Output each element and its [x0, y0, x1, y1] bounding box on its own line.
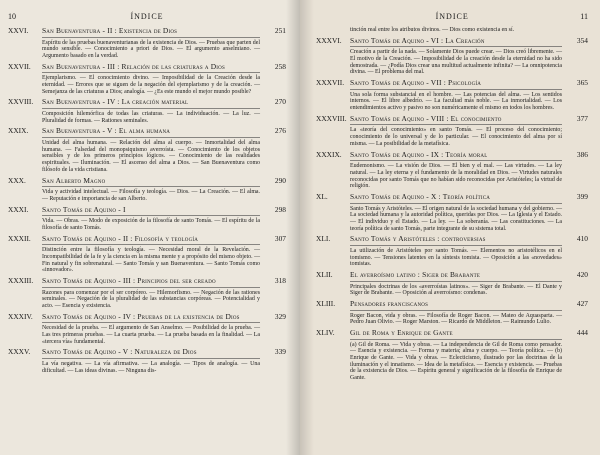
heading-rule — [350, 245, 562, 246]
right-running-head — [316, 12, 588, 21]
chapter-summary: Unidad del alma humana. — Relación del alma al cuerpo. — Inmortalidad del alma humana. — Falsedad del monopsiquismo averroísta. — Conocimiento de los objetos sensibles y de los primeros principios lógicos. — Conocimiento de las realidades espirituales. — Iluminación. — El ascenso del alma a Dios. — San Buenaventura como filósofo de la vida cristiana. — [42, 140, 260, 173]
toc-entry — [316, 235, 588, 268]
chapter-title: Santo Tomás de Aquino - VII : Psicología — [350, 78, 482, 88]
heading-rule — [350, 203, 562, 204]
chapter-number: XXX. — [8, 175, 26, 185]
chapter-title: San Alberto Magno — [42, 175, 106, 185]
toc-entry — [316, 151, 588, 190]
gutter-shadow-right — [300, 0, 314, 455]
toc-entry — [8, 63, 286, 96]
toc-entry — [8, 235, 286, 274]
chapter-summary: Vida y actividad intelectual. — Filosofía y teología. — Dios. — La Creación. — El alma. — Reputación e importancia de san Alberto. — [42, 189, 260, 202]
heading-rule — [42, 37, 260, 38]
gutter-shadow-left — [286, 0, 300, 455]
chapter-number: XXXIV. — [8, 311, 33, 321]
chapter-number: XLI. — [316, 234, 331, 244]
chapter-summary: Santo Tomás y Aristóteles. — El origen natural de la sociedad humana y del gobierno. — La sociedad humana y la autoridad política, queridas por Dios. — La Iglesia y el Estado. — El individuo y el Estado. — La ley. — La soberanía. — Las constituciones. — La teoría política de santo Tomás, parte integrante de su sistema total. — [350, 205, 562, 232]
chapter-number: XLII. — [316, 270, 333, 280]
chapter-heading — [8, 348, 286, 357]
chapter-heading — [8, 98, 286, 107]
heading-rule — [42, 244, 260, 245]
chapter-title: Santo Tomás de Aquino - III : Principios del ser creado — [42, 275, 216, 285]
chapter-number: XXVIII. — [8, 97, 34, 107]
heading-rule — [42, 186, 260, 187]
chapter-title: Santo Tomás de Aquino - IX : Teoría moral — [350, 149, 488, 159]
chapter-heading — [8, 177, 286, 186]
chapter-summary: La «teoría del conocimiento» en santo Tomás. — El proceso del conocimiento; conocimiento de lo universal y de lo particular. — El conocimiento del alma por sí misma. — La posibilidad de la metafísica. — [350, 127, 562, 147]
chapter-summary: Principales doctrinas de los «averroístas latinos». — Siger de Brabante. — El Dante y Siger de Brabante. — Oposición al averroísmo: condenas. — [350, 283, 562, 297]
chapter-summary: Eudemonismo. — La visión de Dios. — El bien y el mal. — Las virtudes. — La ley natural. — La ley eterna y el fundamento de la moralidad en Dios. — Virtudes naturales reconocidas por santo Tomás que no habían sido reconocidas por Aristóteles; la virtud de religión. — [350, 163, 562, 190]
chapter-title: Santo Tomás de Aquino - VIII : El conocimiento — [350, 113, 502, 123]
chapter-title: San Buenaventura - V : El alma humana — [42, 126, 171, 136]
chapter-heading — [316, 79, 588, 88]
toc-entry — [8, 313, 286, 346]
chapter-page-number: 444 — [576, 328, 588, 338]
heading-rule — [350, 339, 562, 340]
toc-entry — [316, 271, 588, 297]
toc-entry — [316, 300, 588, 326]
chapter-number: XXVI. — [8, 26, 29, 35]
chapter-heading — [316, 271, 588, 280]
chapter-heading — [8, 313, 286, 322]
toc-entry — [8, 98, 286, 124]
heading-rule — [350, 281, 562, 282]
toc-entry — [316, 37, 588, 76]
chapter-title: San Buenaventura - III : Relación de las criaturas a Dios — [42, 61, 225, 71]
toc-entry — [8, 206, 286, 232]
chapter-heading — [8, 63, 286, 72]
chapter-number: XXXVII. — [316, 78, 345, 88]
chapter-summary: La utilización de Aristóteles por santo Tomás. — Elementos no aristotélicos en el tomismo. — Tensiones latentes en la síntesis tomista. — Oposición a las «novedades» tomistas. — [350, 247, 562, 268]
chapter-page-number: 298 — [274, 204, 286, 214]
chapter-heading — [8, 277, 286, 286]
chapter-summary: Ejemplarismo. — El conocimiento divino. — Imposibilidad de la Creación desde la eternidad. — Errores que se siguen de la negación del ejemplarismo y de la creación. — Semejanza de las criaturas a Dios; analogía. — ¿Es este mundo el mejor mundo posible? — [42, 75, 260, 95]
chapter-summary: Razones para comenzar por el ser corpóreo. — Hilemorfismo. — Negación de las rationes seminales. — Negación de la pluralidad de las substancias corpóreas. — Potencialidad y acto. — Esencia y existencia. — [42, 289, 260, 309]
chapter-page-number: 386 — [576, 149, 588, 159]
chapter-number: XXIX. — [8, 126, 29, 136]
chapter-heading — [316, 300, 588, 309]
heading-rule — [42, 322, 260, 323]
chapter-number: XXXI. — [8, 204, 29, 214]
heading-rule — [350, 160, 562, 161]
chapter-page-number: 318 — [274, 275, 286, 285]
chapter-number: XLIV. — [316, 328, 335, 338]
chapter-page-number: 270 — [274, 97, 286, 107]
chapter-number: XLIII. — [316, 299, 336, 309]
heading-rule — [350, 89, 562, 90]
chapter-title: San Buenaventura - II : Existencia de Dios — [42, 26, 178, 35]
chapter-number: XXXII. — [8, 233, 31, 243]
chapter-page-number: 258 — [274, 61, 286, 71]
left-running-title: ÍNDICE — [130, 12, 164, 21]
chapter-page-number: 290 — [274, 175, 286, 185]
chapter-title: Santo Tomás de Aquino - VI : La Creación — [350, 35, 485, 45]
chapter-page-number: 339 — [274, 347, 286, 357]
chapter-heading — [316, 151, 588, 160]
toc-entry — [316, 193, 588, 232]
chapter-title: Santo Tomás y Aristóteles : controversias — [350, 234, 486, 244]
chapter-summary: Necesidad de la prueba. — El argumento de San Anselmo. — Posibilidad de la prueba. — Las tres primeras pruebas. — La cuarta prueba. — La prueba basada en la finalidad. — La «tercera vía» fundamental. — [42, 325, 260, 345]
chapter-heading — [316, 193, 588, 202]
chapter-page-number: 354 — [576, 35, 588, 45]
chapter-number: XL. — [316, 191, 328, 201]
toc-entry — [8, 127, 286, 173]
heading-rule — [350, 310, 562, 311]
chapter-title: Santo Tomás de Aquino - X : Teoría política — [350, 191, 491, 201]
chapter-number: XXXIII. — [8, 275, 34, 285]
heading-rule — [42, 287, 260, 288]
left-entries — [8, 27, 286, 374]
toc-entry — [8, 177, 286, 203]
chapter-page-number: 276 — [274, 126, 286, 136]
chapter-summary: Una sola forma substancial en el hombre. — Las potencias del alma. — Los sentidos internos. — El libre albedrío. — La facultad más noble. — La inmortalidad. — Los entendimientos activo y pasivo no son numéricamente el mismo en todos los hombres. — [350, 91, 562, 112]
chapter-title: San Buenaventura - IV : La creación material — [42, 97, 189, 107]
chapter-summary: Roger Bacon, vida y obras. — Filosofía de Roger Bacon. — Mateo de Aquasparta. — Pedro Juan Olivio. — Roger Marston. — Ricardo de Middleton. — Raimundo Lulio. — [350, 312, 562, 326]
chapter-heading — [8, 127, 286, 136]
toc-entry — [8, 277, 286, 310]
toc-entry — [316, 79, 588, 112]
heading-rule — [350, 124, 562, 125]
chapter-summary: Creación a partir de la nada. — Solamente Dios puede crear. — Dios creó libremente. — El motivo de la Creación. — Imposibilidad de la creación desde la eternidad no ha sido demostrada. — ¿Podía Dios crear una multitud actualmente infinita? — La omnipotencia divina. — El problema del mal. — [350, 49, 562, 76]
left-page-number: 10 — [8, 12, 16, 21]
chapter-page-number: 399 — [576, 191, 588, 201]
chapter-number: XXXIX. — [316, 149, 342, 159]
chapter-title: Pensadores franciscanos — [350, 299, 429, 309]
toc-entry — [316, 115, 588, 148]
toc-entry — [8, 27, 286, 60]
chapter-page-number: 365 — [576, 78, 588, 88]
chapter-title: El averroísmo latino : Siger de Brabante — [350, 270, 481, 280]
chapter-page-number: 410 — [576, 234, 588, 244]
chapter-heading — [316, 37, 588, 46]
chapter-page-number: 377 — [576, 113, 588, 123]
chapter-page-number: 420 — [576, 270, 588, 280]
chapter-heading — [316, 235, 588, 244]
toc-entry — [316, 329, 588, 382]
heading-rule — [42, 215, 260, 216]
chapter-page-number: 307 — [274, 233, 286, 243]
chapter-summary: La vía negativa. — La vía afirmativa. — La analogía. — Tipos de analogía. — Una dificultad. — Las ideas divinas. — Ninguna dis- — [42, 360, 260, 374]
chapter-title: Santo Tomás de Aquino - II : Filosofía y teología — [42, 233, 199, 243]
right-running-title: ÍNDICE — [435, 12, 469, 21]
toc-entry — [8, 348, 286, 374]
chapter-title: Gil de Roma y Enrique de Gante — [350, 328, 453, 338]
heading-rule — [42, 108, 260, 109]
chapter-heading — [8, 27, 286, 36]
right-page-number: 11 — [580, 12, 588, 21]
heading-rule — [42, 137, 260, 138]
chapter-number: XXXVI. — [316, 35, 342, 45]
chapter-number: XXXVIII. — [316, 113, 347, 123]
chapter-title: Santo Tomás de Aquino - V : Naturaleza de Dios — [42, 347, 197, 357]
chapter-title: Santo Tomás de Aquino - IV : Pruebas de la existencia de Dios — [42, 311, 240, 321]
chapter-number: XXXV. — [8, 347, 31, 357]
heading-rule — [350, 46, 562, 47]
chapter-summary: Espíritu de las pruebas buenaventurianas de la existencia de Dios. — Pruebas que parten del mundo sensible. — Conocimiento a priori de Dios. — El argumento anselmiano. — Argumento basado en la verdad. — [42, 39, 260, 59]
chapter-page-number: 427 — [576, 299, 588, 309]
chapter-heading — [8, 235, 286, 244]
chapter-summary: (a) Gil de Roma. — Vida y obras. — La independencia de Gil de Roma como pensador. — Esencia y existencia. — Forma y materia; alma y cuerpo. — Teoría política. — (b) Enrique de Gante. — Vida y obras. — Eclecticismo, ilustrado por las doctrinas de la iluminación y el innatismo. — Idea de la metafísica. — Esencia y existencia. — Pruebas de la existencia de Dios. — Espíritu general y significación de la filosofía de Enrique de Gante. — [350, 341, 562, 382]
chapter-page-number: 251 — [274, 26, 286, 35]
chapter-summary: Distinción entre la filosofía y teología. — Necesidad moral de la Revelación. — Incompatibilidad de la fe y la ciencia en la misma mente y a propósito del mismo objeto. — Fin natural y fin sobrenatural. — Santo Tomás y san Buenaventura. — Santo Tomás como «innovador». — [42, 247, 260, 274]
left-running-head — [8, 12, 286, 21]
chapter-number: XXVII. — [8, 61, 31, 71]
continued-summary: tinción real entre los atributos divinos. — Dios como existencia en sí. — [350, 27, 515, 33]
heading-rule — [42, 72, 260, 73]
chapter-summary: Vida. — Obras. — Modo de exposición de la filosofía de santo Tomás. — El espíritu de la filosofía de santo Tomás. — [42, 218, 260, 231]
heading-rule — [42, 358, 260, 359]
chapter-page-number: 329 — [274, 311, 286, 321]
chapter-summary: Composición hilemórfica de todas las criaturas. — La individuación. — La luz. — Pluralidad de formas. — Rationes seminales. — [42, 111, 260, 124]
right-entries — [316, 37, 588, 382]
right-page — [300, 0, 600, 455]
chapter-heading — [8, 206, 286, 215]
chapter-heading — [316, 329, 588, 338]
chapter-heading — [316, 115, 588, 124]
chapter-title: Santo Tomás de Aquino - I — [42, 204, 126, 214]
